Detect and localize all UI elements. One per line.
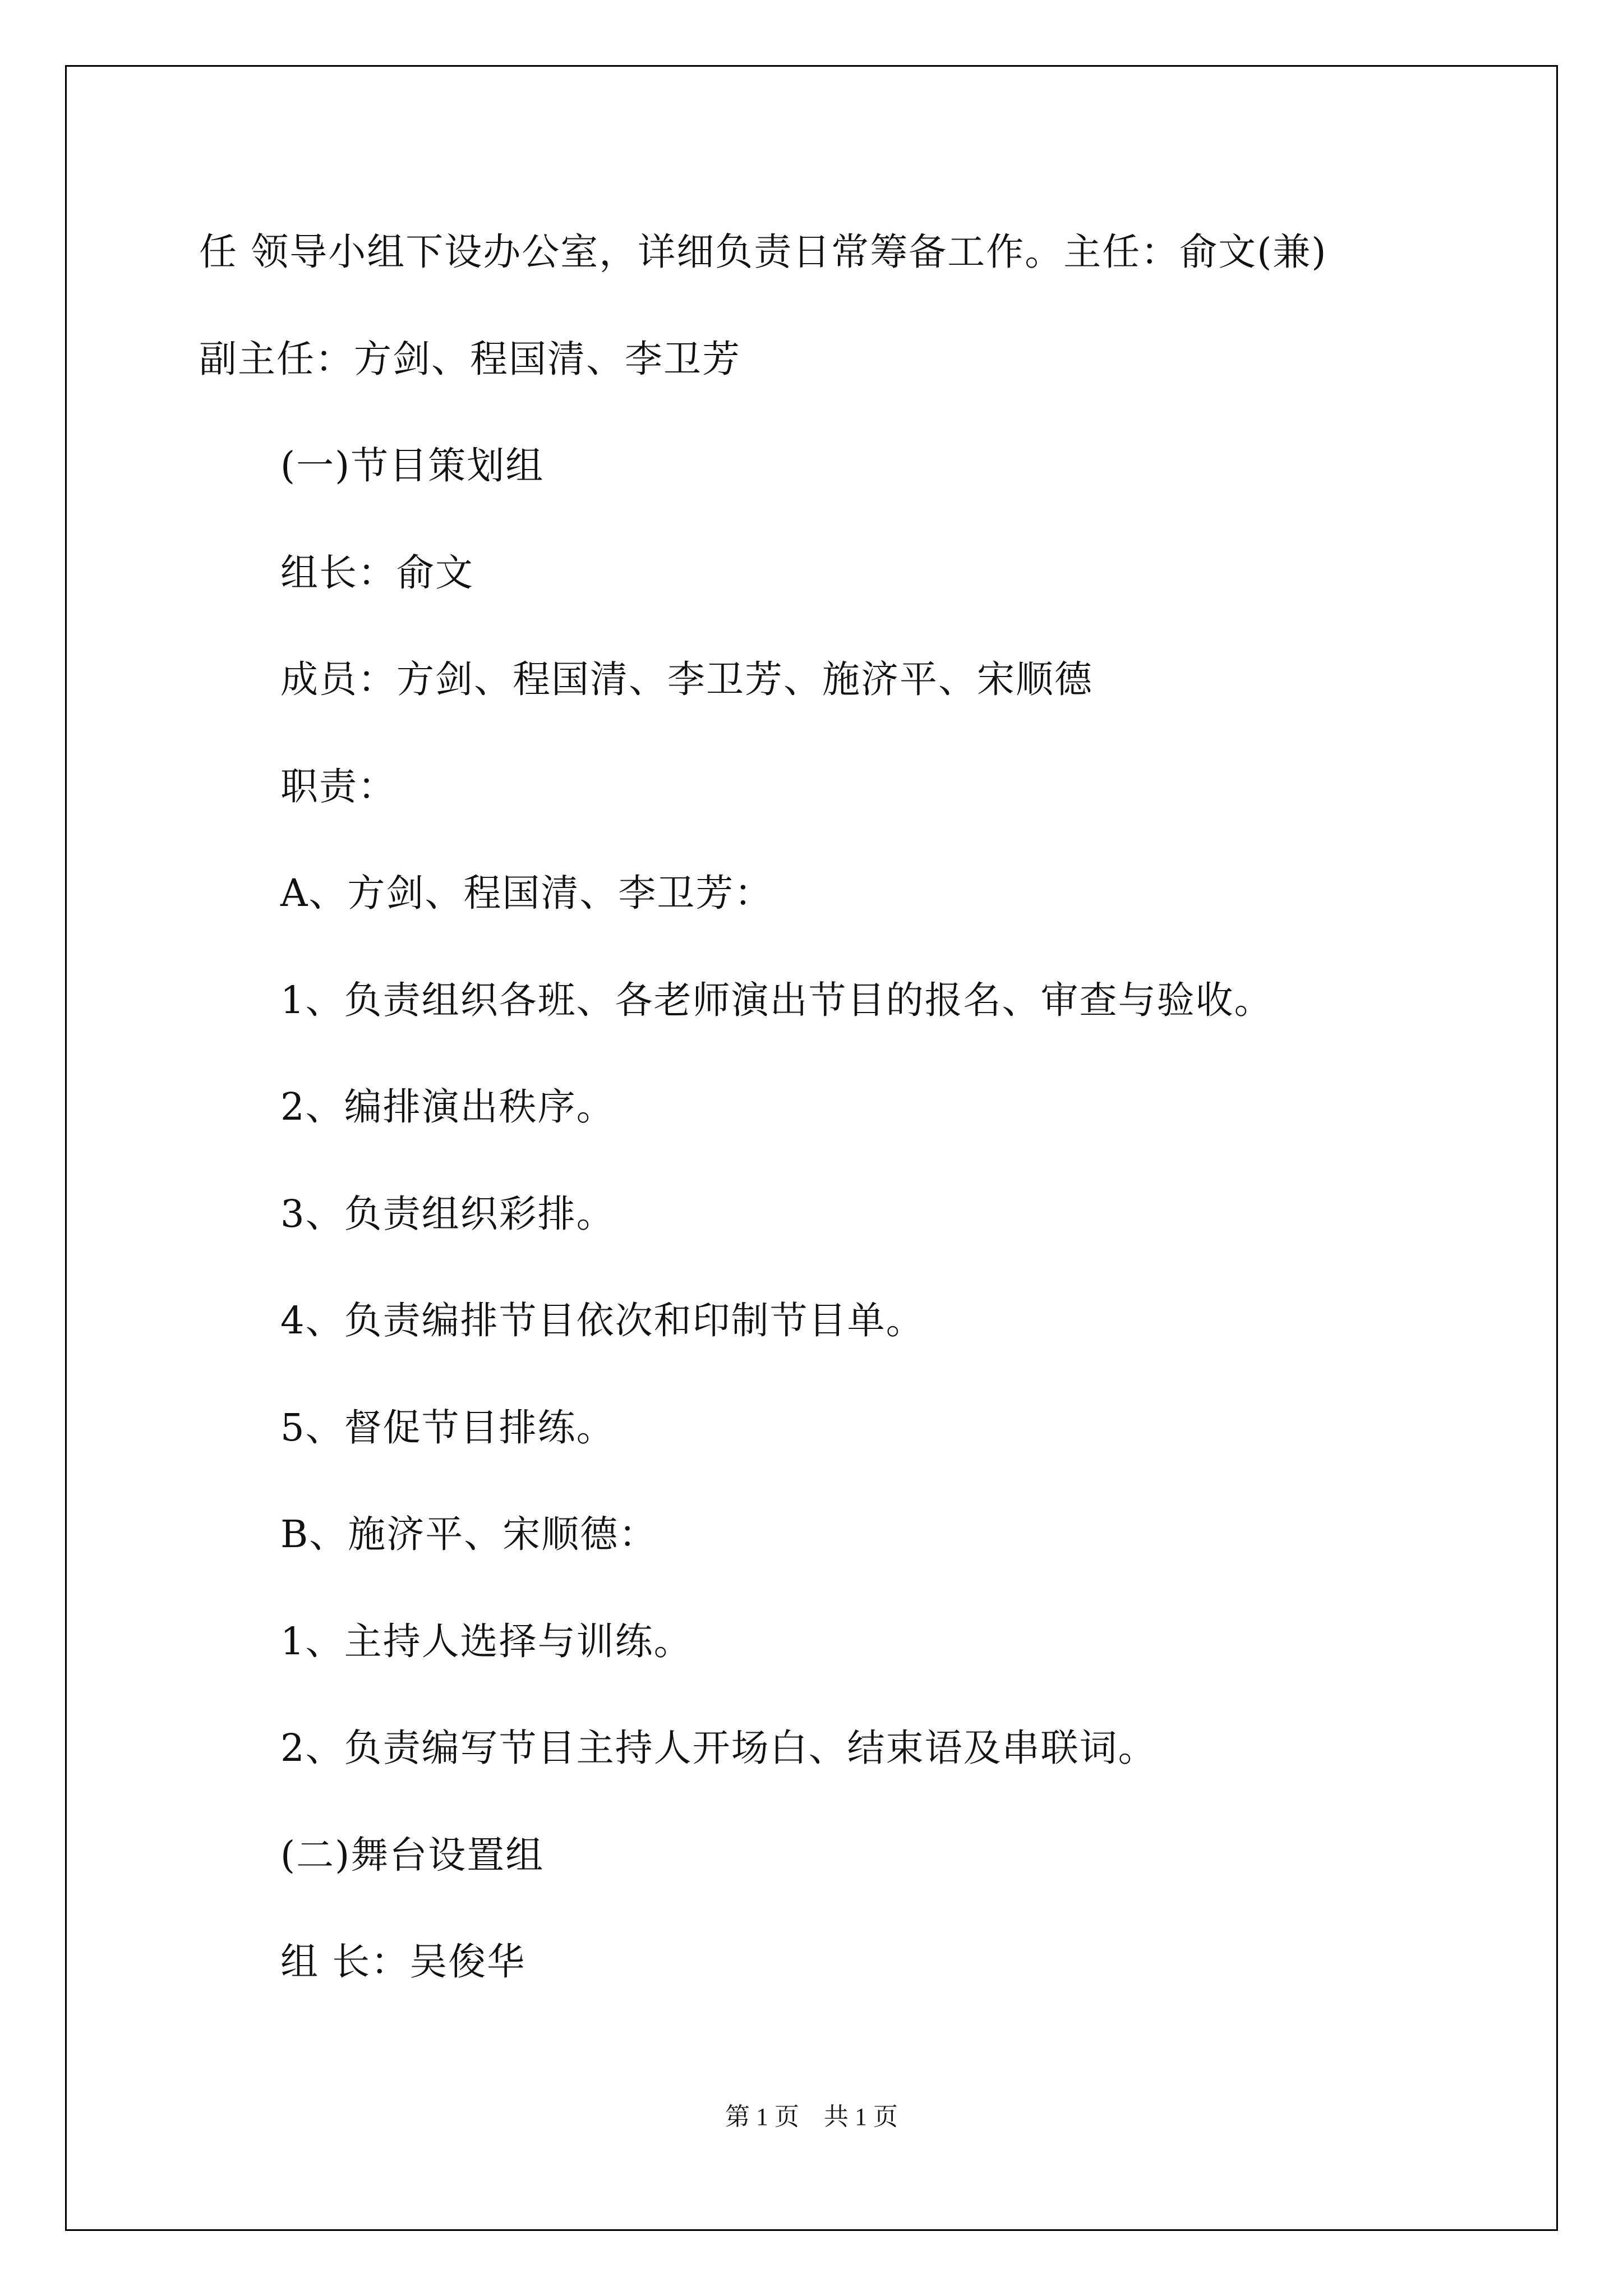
page-total: 共 1 页	[824, 2103, 898, 2131]
page-footer	[0, 2102, 1623, 2132]
body-line-members: 成员：方剑、程国清、李卫芳、施济平、宋顺德	[280, 657, 1093, 701]
list-item: 2、负责编写节目主持人开场白、结束语及串联词。	[280, 1726, 1157, 1770]
page-number: 第 1 页	[725, 2103, 799, 2131]
list-heading-b: B、施济平、宋顺德：	[280, 1512, 658, 1556]
section-heading-stage-setup: (二)舞台设置组	[280, 1833, 545, 1877]
body-line-deputy-director: 副主任：方剑、程国清、李卫芳	[199, 337, 741, 381]
list-heading-a: A、方剑、程国清、李卫芳：	[280, 871, 773, 915]
list-item: 3、负责组织彩排。	[280, 1192, 615, 1236]
list-item: 2、编排演出秩序。	[280, 1085, 615, 1129]
body-line-office: 任 领导小组下设办公室，详细负责日常筹备工作。主任：俞文(兼)	[199, 230, 1327, 274]
body-line-duties: 职责：	[280, 765, 396, 808]
body-line-stage-leader: 组 长：吴俊华	[280, 1940, 526, 1984]
list-item: 1、主持人选择与训练。	[280, 1619, 693, 1663]
page-border	[65, 65, 1558, 2231]
list-item: 5、督促节目排练。	[280, 1406, 615, 1450]
list-item: 1、负责组织各班、各老师演出节目的报名、审查与验收。	[280, 978, 1273, 1022]
body-line-group-leader: 组长：俞文	[280, 551, 474, 595]
section-heading-program-planning: (一)节目策划组	[280, 444, 545, 487]
list-item: 4、负责编排节目依次和印制节目单。	[280, 1299, 925, 1342]
